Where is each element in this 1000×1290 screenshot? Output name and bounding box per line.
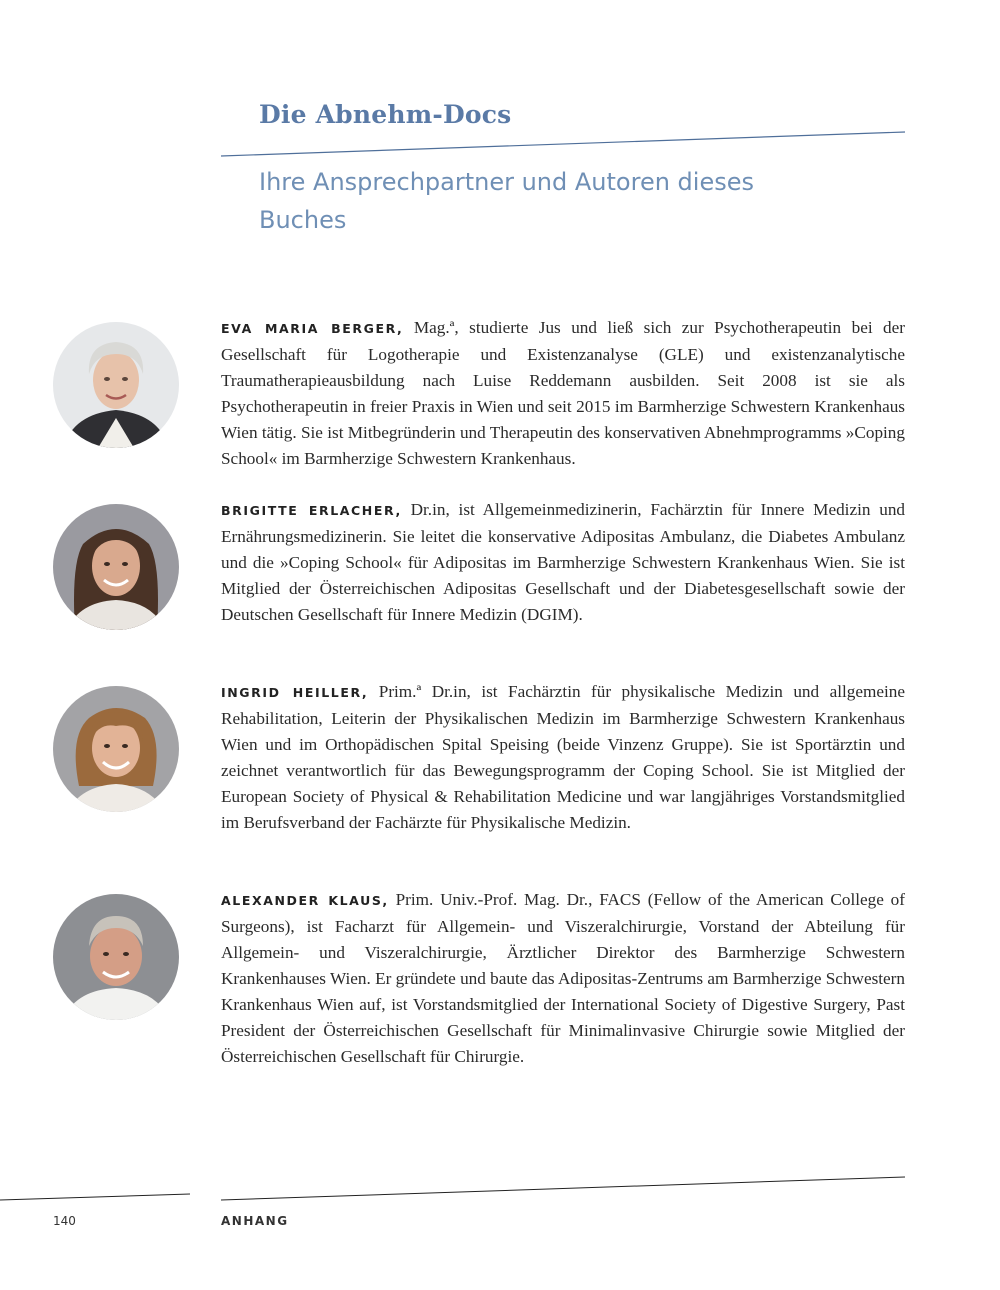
page-number: 140 xyxy=(53,1214,76,1228)
author-name: BRIGITTE ERLACHER, xyxy=(221,503,402,518)
bio-ingrid-heiller xyxy=(221,679,905,836)
avatar-eva-maria-berger xyxy=(53,322,179,448)
bio-brigitte-erlacher xyxy=(221,497,905,628)
footer-rule-right xyxy=(221,1177,905,1200)
section-label: ANHANG xyxy=(221,1214,289,1228)
author-text: Mag.ª, studierte Jus und ließ sich zur Psychotherapeutin bei der Gesellschaft für Logotherapie und Existenzanalyse (GLE) und existenzanalytische Traumatherapieausbildung nach Luise Reddemann ausbilden. Seit 2008 ist sie als Psychotherapeutin in freier Praxis in Wien und seit 2015 im Barmherzige Schwestern Krankenhaus Wien tätig. Sie ist Mitbegründerin und Therapeutin des konservativen Abnehmprogramms »Coping School« im Barmherzige Schwestern Krankenhaus. xyxy=(221,318,905,468)
avatar-brigitte-erlacher xyxy=(53,504,179,630)
bio-alexander-klaus xyxy=(221,887,905,1070)
bio-eva-maria-berger xyxy=(221,315,905,472)
author-name: ALEXANDER KLAUS, xyxy=(221,893,389,908)
avatar-ingrid-heiller xyxy=(53,686,179,812)
footer-rule-left xyxy=(0,1194,190,1200)
author-name: EVA MARIA BERGER, xyxy=(221,321,404,336)
author-text: Dr.in, ist Allgemeinmedizinerin, Fachärztin für Innere Medizin und Ernährungsmedizinerin. Sie leitet die konservative Adipositas Ambulanz, die Diabetes Ambulanz und die »Coping School« für Adipositas im Barmherzige Schwestern Krankenhaus Wien. Sie ist Mitglied der Österreichischen Adipositas Gesellschaft und der Diabetesgesellschaft sowie der Deutschen Gesellschaft für Innere Medizin (DGIM). xyxy=(221,500,906,624)
author-text: Prim.ª Dr.in, ist Fachärztin für physikalische Medizin und allgemeine Rehabilitation, Leiterin der Physikalischen Medizin im Barmherzige Schwestern Krankenhaus Wien und im Orthopädischen Spital Speising (beide Vinzenz Gruppe). Sie ist Sportärztin und zeichnet verantwortlich für das Bewegungsprogramm der Coping School. Sie ist Mitglied der European Society of Physical & Rehabilitation Medicine und war langjähriges Vorstandsmitglied im Berufsverband der Fachärzte für Physikalische Medizin. xyxy=(221,682,905,832)
page-title: Die Abnehm-Docs xyxy=(259,100,512,129)
author-name: INGRID HEILLER, xyxy=(221,685,369,700)
header-rule xyxy=(221,132,905,156)
page-subtitle: Ihre Ansprechpartner und Autoren dieses Buches xyxy=(259,168,754,234)
author-text: Prim. Univ.-Prof. Mag. Dr., FACS (Fellow of the American College of Surgeons), ist Facharzt für Allgemein- und Viszeralchirurgie, Vorstand der Abteilung für Allgemein- und Viszeralchirurgie, Ärztlicher Direktor des Barmherzige Schwestern Krankenhauses Wien. Er gründete und baute das Adipositas-Zentrums am Barmherzige Schwestern Krankenhaus Wien auf, ist Vorstandsmitglied der International Society of Digestive Surgery, Past President der Österreichischen Gesellschaft für Minimalinvasive Chirurgie sowie Mitglied der Österreichischen Gesellschaft für Chirurgie. xyxy=(221,890,905,1066)
avatar-alexander-klaus xyxy=(53,894,179,1020)
